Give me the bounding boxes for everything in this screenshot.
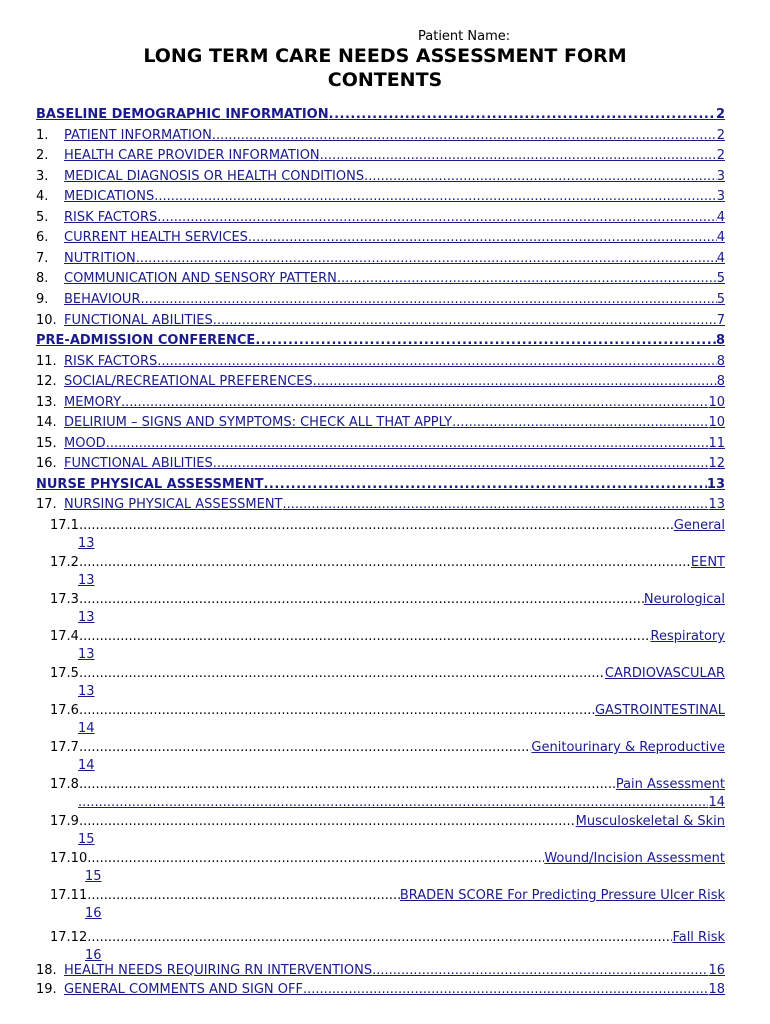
- toc-subsection: [50, 517, 725, 553]
- toc-page-number: 2: [716, 128, 725, 143]
- toc-page-number: 5: [716, 271, 725, 286]
- toc-subsection-link[interactable]: GASTROINTESTINAL: [594, 703, 725, 718]
- toc-page-number: 4: [716, 230, 725, 245]
- toc-number: 18.: [36, 963, 57, 978]
- toc-label: MEDICATIONS: [64, 189, 155, 204]
- toc-label: MOOD: [64, 436, 106, 451]
- toc-leader-dots: [303, 981, 708, 999]
- toc-row: [36, 455, 725, 473]
- toc-page-number: 5: [716, 292, 725, 307]
- toc-leader-dots: [83, 739, 531, 757]
- toc-subsection: [50, 628, 725, 664]
- toc-subsection-page-link[interactable]: 13: [78, 647, 95, 662]
- page-title: [0, 44, 770, 92]
- toc-subsection-page-link[interactable]: 13: [78, 536, 95, 551]
- toc-link[interactable]: [36, 106, 725, 124]
- toc-section-row: [36, 106, 725, 124]
- toc-number: 4.: [36, 189, 49, 204]
- toc-subsection-number: 17.6.: [50, 703, 84, 718]
- toc-row: [36, 188, 725, 206]
- toc-label: BEHAVIOUR: [64, 292, 141, 307]
- toc-row: [36, 291, 725, 309]
- toc-subsection-number: 17.2.: [50, 555, 84, 570]
- toc-label: DELIRIUM – SIGNS AND SYMPTOMS: CHECK ALL THAT APPLY: [64, 415, 453, 430]
- toc-leader-dots: [83, 517, 674, 535]
- toc-label: MEDICAL DIAGNOSIS OR HEALTH CONDITIONS: [64, 169, 365, 184]
- toc-link[interactable]: [64, 209, 725, 227]
- toc-subsection-page-link[interactable]: 15: [78, 832, 95, 847]
- toc-leader-dots: [283, 496, 709, 514]
- toc-link[interactable]: [64, 981, 725, 999]
- toc-subsection: [50, 702, 725, 738]
- toc-label: FUNCTIONAL ABILITIES: [64, 456, 213, 471]
- toc-subsection-number: 17.9.: [50, 814, 84, 829]
- toc-label: HEALTH CARE PROVIDER INFORMATION: [64, 148, 320, 163]
- toc-leader-dots: [140, 291, 716, 309]
- toc-label: PRE-ADMISSION CONFERENCE: [36, 333, 256, 348]
- toc-label: COMMUNICATION AND SENSORY PATTERN: [64, 271, 337, 286]
- toc-page-number: 2: [715, 107, 725, 122]
- toc-subsection-line: [50, 665, 725, 683]
- toc-subsection-page-link[interactable]: 16: [85, 948, 102, 963]
- toc-row: [36, 496, 725, 514]
- toc-label: NURSING PHYSICAL ASSESSMENT: [64, 497, 283, 512]
- toc-row: [36, 414, 725, 432]
- toc-link[interactable]: [64, 270, 725, 288]
- toc-section-row: [36, 332, 725, 350]
- toc-subsection-line: [50, 517, 725, 535]
- toc-row: [36, 312, 725, 330]
- toc-link[interactable]: [64, 229, 725, 247]
- toc-subsection: [50, 850, 725, 886]
- toc-row: [36, 147, 725, 165]
- toc-page-number: 2: [716, 148, 725, 163]
- toc-leader-dots: [91, 850, 544, 868]
- toc-number: 16.: [36, 456, 57, 471]
- toc-label: GENERAL COMMENTS AND SIGN OFF: [64, 982, 303, 997]
- toc-page-number: 3: [716, 189, 725, 204]
- toc-link[interactable]: [36, 476, 725, 494]
- toc-leader-dots: [248, 229, 717, 247]
- toc-subsection: [50, 739, 725, 775]
- toc-subsection-page-link[interactable]: 14: [78, 721, 95, 736]
- toc-page-number: 13: [708, 497, 725, 512]
- toc-subsection-line: [50, 628, 725, 646]
- toc-number: 17.: [36, 497, 57, 512]
- toc-link[interactable]: [64, 168, 725, 186]
- toc-page-number: 10: [708, 415, 725, 430]
- toc-number: 11.: [36, 354, 57, 369]
- toc-leader-dots: [83, 702, 595, 720]
- toc-subsection-number: 17.1.: [50, 518, 84, 533]
- toc-row: [36, 435, 725, 453]
- toc-subsection-line: [50, 850, 725, 868]
- toc-link[interactable]: [64, 455, 725, 473]
- toc-number: 3.: [36, 169, 49, 184]
- toc-label: MEMORY: [64, 395, 122, 410]
- toc-link[interactable]: [64, 250, 725, 268]
- toc-label: SOCIAL/RECREATIONAL PREFERENCES: [64, 374, 313, 389]
- toc-subsection-line: [50, 813, 725, 831]
- toc-subsection-link[interactable]: BRADEN SCORE For Predicting Pressure Ulcer Risk: [399, 888, 725, 903]
- toc-leader-dots: [213, 455, 709, 473]
- toc-number: 9.: [36, 292, 49, 307]
- toc-page-number: 4: [716, 251, 725, 266]
- toc-subsection: [50, 554, 725, 590]
- toc-subsection-line: [50, 887, 725, 905]
- toc-subsection-number: 17.5.: [50, 666, 84, 681]
- toc-page-number: 16: [708, 963, 725, 978]
- toc-subsection-line: [50, 929, 725, 947]
- toc-label: RISK FACTORS: [64, 354, 158, 369]
- toc-subsection-line: [50, 702, 725, 720]
- toc-subsection-page-link[interactable]: 13: [78, 610, 95, 625]
- toc-page-number: 18: [708, 982, 725, 997]
- toc-number: 12.: [36, 374, 57, 389]
- toc-leader-dots: [83, 813, 576, 831]
- patient-name-label: Patient Name:: [418, 29, 511, 44]
- toc-leader-dots: [106, 435, 709, 453]
- toc-subsection-line: [50, 591, 725, 609]
- toc-subsection-page-link[interactable]: 13: [78, 573, 95, 588]
- toc-label: PATIENT INFORMATION: [64, 128, 212, 143]
- toc-subsection: [50, 591, 725, 627]
- toc-leader-dots: [157, 353, 716, 371]
- toc-row: [36, 353, 725, 371]
- toc-leader-dots: [329, 106, 716, 124]
- toc-subsection-page-link[interactable]: [78, 794, 725, 812]
- toc-subsection-link[interactable]: Musculoskeletal & Skin: [575, 814, 725, 829]
- title-line-1: LONG TERM CARE NEEDS ASSESSMENT FORM: [143, 45, 627, 67]
- toc-leader-dots: [255, 332, 716, 350]
- toc-link[interactable]: [64, 414, 725, 432]
- toc-number: 5.: [36, 210, 49, 225]
- toc-row: [36, 209, 725, 227]
- toc-leader-dots: [91, 929, 672, 947]
- toc-subsection-link[interactable]: General: [673, 518, 725, 533]
- toc-number: 7.: [36, 251, 49, 266]
- toc-leader-dots: [213, 312, 717, 330]
- toc-subsection-link[interactable]: Genitourinary & Reproductive: [531, 740, 725, 755]
- toc-row: [36, 962, 725, 980]
- toc-page-number: 4: [716, 210, 725, 225]
- toc-row: [36, 127, 725, 145]
- toc-row: [36, 270, 725, 288]
- toc-row: [36, 981, 725, 999]
- toc-link[interactable]: [64, 496, 725, 514]
- toc-subsection-page-link[interactable]: 14: [78, 758, 95, 773]
- toc-subsection: [50, 929, 725, 965]
- toc-leader-dots: [452, 414, 708, 432]
- toc-subsection-link[interactable]: Neurological: [643, 592, 725, 607]
- toc-subsection-link[interactable]: Wound/Incision Assessment: [544, 851, 725, 866]
- toc-subsection-link[interactable]: EENT: [690, 555, 725, 570]
- toc-leader-dots: [157, 209, 716, 227]
- toc-link[interactable]: [64, 291, 725, 309]
- toc-label: NURSE PHYSICAL ASSESSMENT: [36, 477, 264, 492]
- toc-label: FUNCTIONAL ABILITIES: [64, 313, 213, 328]
- toc-leader-dots: [83, 628, 650, 646]
- toc-subsection: [50, 887, 725, 923]
- toc-number: 19.: [36, 982, 57, 997]
- toc-page-number: 8: [716, 354, 725, 369]
- toc-link[interactable]: [64, 394, 725, 412]
- toc-page-number: 8: [716, 374, 725, 389]
- toc-link[interactable]: [64, 435, 725, 453]
- toc-leader-dots: [121, 394, 708, 412]
- toc-leader-dots: [83, 776, 616, 794]
- toc-leader-dots: [91, 887, 400, 905]
- toc-number: 13.: [36, 395, 57, 410]
- toc-label: BASELINE DEMOGRAPHIC INFORMATION: [36, 107, 329, 122]
- toc-number: 6.: [36, 230, 49, 245]
- toc-link[interactable]: [64, 188, 725, 206]
- toc-subsection-number: 17.7.: [50, 740, 84, 755]
- toc-subsection-link[interactable]: Fall Risk: [672, 930, 725, 945]
- toc-link[interactable]: [64, 373, 725, 391]
- toc-subsection-number: 17.12.: [50, 930, 92, 945]
- toc-subsection-page-link[interactable]: 15: [85, 869, 102, 884]
- toc-page-number: 8: [715, 333, 725, 348]
- toc-leader-dots: [83, 554, 691, 572]
- toc-subsection: [50, 665, 725, 701]
- toc-leader-dots: [320, 147, 717, 165]
- toc-page-number: 12: [708, 456, 725, 471]
- toc-row: [36, 250, 725, 268]
- toc-subsection-number: 17.3.: [50, 592, 84, 607]
- toc-leader-dots: [83, 591, 644, 609]
- toc-number: 14.: [36, 415, 57, 430]
- toc-number: 15.: [36, 436, 57, 451]
- toc-link[interactable]: [64, 353, 725, 371]
- toc-page-number: 11: [708, 436, 725, 451]
- toc-subsection-link[interactable]: Pain Assessment: [615, 777, 725, 792]
- toc-number: 10.: [36, 313, 57, 328]
- toc-row: [36, 168, 725, 186]
- toc-leader-dots: [83, 665, 605, 683]
- toc-row: [36, 373, 725, 391]
- toc-link[interactable]: [64, 127, 725, 145]
- toc-subsection-link[interactable]: CARDIOVASCULAR: [604, 666, 725, 681]
- toc-number: 1.: [36, 128, 49, 143]
- toc-leader-dots: [78, 794, 708, 812]
- toc-leader-dots: [263, 476, 706, 494]
- toc-subsection-link[interactable]: Respiratory: [650, 629, 725, 644]
- toc-page-number: 13: [706, 477, 725, 492]
- toc-page-number: 3: [716, 169, 725, 184]
- toc-subsection-number: 17.10.: [50, 851, 92, 866]
- title-line-2: CONTENTS: [327, 69, 443, 91]
- toc-link[interactable]: [64, 962, 725, 980]
- toc-subsection-line: [50, 554, 725, 572]
- toc-leader-dots: [372, 962, 708, 980]
- toc-subsection-number: 17.11.: [50, 888, 92, 903]
- toc-number: 2.: [36, 148, 49, 163]
- toc-subsection: [50, 813, 725, 849]
- toc-label: NUTRITION: [64, 251, 136, 266]
- toc-subsection-number: 17.8.: [50, 777, 84, 792]
- toc-leader-dots: [136, 250, 717, 268]
- toc-subsection-line: [50, 739, 725, 757]
- toc-subsection-page-link[interactable]: 16: [85, 906, 102, 921]
- toc-page-number: 14: [708, 795, 725, 810]
- toc-subsection-page-link[interactable]: 13: [78, 684, 95, 699]
- toc-row: [36, 229, 725, 247]
- toc-link[interactable]: [64, 312, 725, 330]
- toc-label: RISK FACTORS: [64, 210, 158, 225]
- toc-label: CURRENT HEALTH SERVICES: [64, 230, 248, 245]
- toc-leader-dots: [154, 188, 716, 206]
- toc-leader-dots: [337, 270, 717, 288]
- toc-page-number: 7: [716, 313, 725, 328]
- toc-link[interactable]: [64, 147, 725, 165]
- toc-subsection: [50, 776, 725, 812]
- toc-subsection-line: [50, 776, 725, 794]
- toc-page-number: 10: [708, 395, 725, 410]
- toc-leader-dots: [313, 373, 717, 391]
- toc-leader-dots: [212, 127, 717, 145]
- toc-subsection-number: 17.4.: [50, 629, 84, 644]
- toc-link[interactable]: [36, 332, 725, 350]
- toc-leader-dots: [364, 168, 717, 186]
- toc-row: [36, 394, 725, 412]
- toc-section-row: [36, 476, 725, 494]
- toc-number: 8.: [36, 271, 49, 286]
- toc-label: HEALTH NEEDS REQUIRING RN INTERVENTIONS: [64, 963, 373, 978]
